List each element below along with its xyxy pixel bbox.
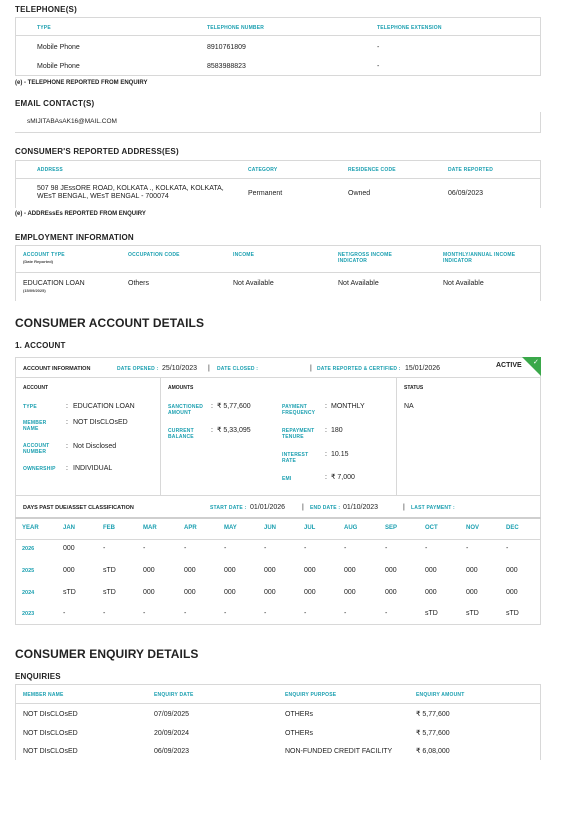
dpd-header-jun: JUN	[264, 525, 277, 531]
emi-label: EMI	[282, 476, 292, 482]
employment-header-occupation: OCCUPATION CODE	[128, 252, 180, 258]
enquiry-row-2-date: 20/09/2024	[154, 730, 190, 737]
date-opened-label: DATE OPENED :	[117, 366, 159, 372]
telephone-header-type: TYPE	[37, 25, 51, 31]
email-section-title: EMAIL CONTACT(S)	[15, 99, 95, 108]
type-value: EDUCATION LOAN	[73, 403, 135, 410]
current-balance-label: CURRENT BALANCE	[168, 428, 194, 440]
start-date-label: START DATE :	[210, 505, 247, 511]
dpd-label: DAYS PAST DUE/ASSET CLASSIFICATION	[23, 505, 134, 511]
telephone-table	[15, 17, 541, 76]
dpd-cell: sTD	[506, 610, 519, 617]
account-col-label: ACCOUNT	[23, 385, 48, 391]
current-balance-colon: :	[211, 427, 213, 434]
telephone-section-title: TELEPHONE(S)	[15, 5, 77, 14]
enquiry-row-1-purpose: OTHERs	[285, 711, 313, 718]
type-label: TYPE	[23, 404, 37, 410]
dpd-year-2024: 2024	[22, 590, 35, 596]
dpd-header-mar: MAR	[143, 525, 157, 531]
date-reported-value: 15/01/2026	[405, 365, 441, 372]
employment-header-net-gross: NET/GROSS INCOME	[338, 252, 393, 258]
dpd-cell: 000	[224, 567, 236, 574]
enquiry-details-title: CONSUMER ENQUIRY DETAILS	[15, 647, 199, 661]
dpd-cell: 000	[304, 589, 316, 596]
enquiry-row-2-member: NOT DIsCLOsED	[23, 730, 78, 737]
dpd-cell: -	[425, 545, 428, 552]
dpd-year-2026: 2026	[22, 546, 35, 552]
date-opened-value: 25/10/2023	[162, 365, 198, 372]
end-date-value: 01/10/2023	[343, 504, 379, 511]
dpd-cell: 000	[344, 567, 356, 574]
address-header-category: CATEGORY	[248, 167, 278, 173]
employment-section-title: EMPLOYMENT INFORMATION	[15, 233, 134, 242]
type-colon: :	[66, 403, 68, 410]
address-date: 06/09/2023	[448, 190, 484, 197]
separator: |	[310, 365, 312, 372]
employment-account-type: EDUCATION LOAN	[23, 280, 85, 287]
active-status-badge: ACTIVE	[496, 362, 522, 369]
dpd-header-year: YEAR	[22, 525, 39, 531]
address-header-address: ADDRESS	[37, 167, 63, 173]
employment-header-net-gross-2: INDICATOR	[338, 258, 368, 264]
payment-frequency-value: MONTHLY	[331, 403, 365, 410]
enquiry-row-3-member: NOT DIsCLOsED	[23, 748, 78, 755]
dpd-cell: -	[184, 610, 187, 617]
dpd-cell: -	[224, 610, 227, 617]
dpd-year-2025: 2025	[22, 568, 35, 574]
date-reported-label: DATE REPORTED & CERTIFIED :	[317, 366, 401, 372]
employment-header-date-reported: (Date Reported)	[23, 259, 54, 264]
address-line-1: 507 98 JEssORE ROAD, KOLKATA ., KOLKATA, KOLKATA,	[37, 185, 224, 192]
interest-rate-label: INTEREST RATE	[282, 452, 309, 464]
ownership-label: OWNERSHIP	[23, 466, 56, 472]
telephone-row-2-type: Mobile Phone	[37, 63, 80, 70]
address-note: (e) - ADDREssEs REPORTED FROM ENQUIRY	[15, 211, 146, 217]
dpd-cell: 000	[184, 567, 196, 574]
account-number-colon: :	[66, 443, 68, 450]
separator: |	[403, 504, 405, 511]
repayment-tenure-value: 180	[331, 427, 343, 434]
telephone-row-1-number: 8910761809	[207, 44, 246, 51]
dpd-header-feb: FEB	[103, 525, 115, 531]
dpd-cell: 000	[506, 589, 518, 596]
dpd-header-aug: AUG	[344, 525, 358, 531]
dpd-cell: 000	[304, 567, 316, 574]
dpd-header-nov: NOV	[466, 525, 480, 531]
dpd-cell: -	[344, 610, 347, 617]
status-value: NA	[404, 403, 414, 410]
dpd-cell: 000	[466, 589, 478, 596]
account-number-value: Not Disclosed	[73, 443, 117, 450]
enquiry-header-member: MEMBER NAME	[23, 692, 64, 698]
telephone-row-2-ext: -	[377, 63, 380, 70]
dpd-cell: -	[344, 545, 347, 552]
employment-account-date: (15/09/2025)	[23, 288, 46, 293]
repayment-tenure-colon: :	[325, 427, 327, 434]
dpd-cell: sTD	[63, 589, 76, 596]
dpd-year-2023: 2023	[22, 611, 35, 617]
member-colon: :	[66, 419, 68, 426]
amounts-col-label: AMOUNTS	[168, 385, 194, 391]
email-value: sMIJITABAsAK16@MAIL.COM	[27, 118, 117, 125]
employment-income: Not Available	[233, 280, 274, 287]
separator: |	[302, 504, 304, 511]
dpd-cell: 000	[143, 589, 155, 596]
sanctioned-label: SANCTIONED AMOUNT	[168, 404, 204, 416]
ownership-value: INDIVIDUAL	[73, 465, 113, 472]
telephone-header-number: TELEPHONE NUMBER	[207, 25, 265, 31]
employment-header-monthly: MONTHLY/ANNUAL INCOME	[443, 252, 516, 258]
enquiry-row-2-amount: ₹ 5,77,600	[416, 730, 450, 737]
dpd-cell: -	[304, 545, 307, 552]
account-card	[15, 357, 541, 625]
dpd-cell: -	[103, 545, 106, 552]
dpd-header-dec: DEC	[506, 525, 519, 531]
separator: |	[208, 365, 210, 372]
dpd-header-apr: APR	[184, 525, 197, 531]
dpd-cell: -	[143, 610, 146, 617]
check-mark: ✓	[533, 359, 539, 366]
employment-header-income: INCOME	[233, 252, 255, 258]
end-date-label: END DATE :	[310, 505, 341, 511]
dpd-cell: sTD	[103, 567, 116, 574]
enquiry-row-3-amount: ₹ 6,08,000	[416, 748, 450, 755]
dpd-header-oct: OCT	[425, 525, 438, 531]
last-payment-label: LAST PAYMENT :	[411, 505, 455, 511]
dpd-header-may: MAY	[224, 525, 237, 531]
dpd-cell: sTD	[466, 610, 479, 617]
dpd-cell: -	[385, 610, 388, 617]
account-info-label: ACCOUNT INFORMATION	[23, 366, 91, 372]
payment-frequency-label: PAYMENT FREQUENCY	[282, 404, 316, 416]
enquiry-row-2-purpose: OTHERs	[285, 730, 313, 737]
dpd-cell: 000	[63, 545, 75, 552]
address-residence: Owned	[348, 190, 371, 197]
dpd-cell: -	[466, 545, 469, 552]
sanctioned-value: ₹ 5,77,600	[217, 403, 251, 410]
address-header-residence: RESIDENCE CODE	[348, 167, 396, 173]
dpd-cell: sTD	[103, 589, 116, 596]
member-value: NOT DIsCLOsED	[73, 419, 128, 426]
telephone-row-1-type: Mobile Phone	[37, 44, 80, 51]
dpd-header-sep: SEP	[385, 525, 398, 531]
dpd-cell: 000	[425, 567, 437, 574]
enquiries-sub-title: ENQUIRIES	[15, 672, 61, 681]
telephone-row-1-ext: -	[377, 44, 380, 51]
employment-header-monthly-2: INDICATOR	[443, 258, 473, 264]
dpd-cell: -	[264, 545, 267, 552]
address-category: Permanent	[248, 190, 283, 197]
enquiry-row-3-purpose: NON-FUNDED CREDIT FACILITY	[285, 748, 393, 755]
emi-value: ₹ 7,000	[331, 474, 355, 481]
dpd-cell: 000	[385, 567, 397, 574]
dpd-cell: 000	[385, 589, 397, 596]
ownership-colon: :	[66, 465, 68, 472]
dpd-cell: sTD	[425, 610, 438, 617]
telephone-header-extension: TELEPHONE EXTENSION	[377, 25, 442, 31]
account-sub-title: 1. ACCOUNT	[15, 341, 66, 350]
sanctioned-colon: :	[211, 403, 213, 410]
address-header-date: DATE REPORTED	[448, 167, 494, 173]
start-date-value: 01/01/2026	[250, 504, 286, 511]
interest-rate-value: 10.15	[331, 451, 349, 458]
current-balance-value: ₹ 5,33,095	[217, 427, 251, 434]
dpd-cell: -	[385, 545, 388, 552]
dpd-cell: -	[184, 545, 187, 552]
emi-colon: :	[325, 474, 327, 481]
employment-occupation: Others	[128, 280, 150, 287]
dpd-header-jul: JUL	[304, 525, 316, 531]
telephone-note: (e) - TELEPHONE REPORTED FROM ENQUIRY	[15, 80, 148, 86]
dpd-cell: -	[304, 610, 307, 617]
enquiry-header-amount: ENQUIRY AMOUNT	[416, 692, 465, 698]
employment-header-account-type: ACCOUNT TYPE	[23, 252, 65, 258]
enquiry-header-purpose: ENQUIRY PURPOSE	[285, 692, 337, 698]
dpd-cell: -	[264, 610, 267, 617]
dpd-cell: 000	[63, 567, 75, 574]
employment-monthly: Not Available	[443, 280, 484, 287]
repayment-tenure-label: REPAYMENT TENURE	[282, 428, 315, 440]
dpd-cell: 000	[143, 567, 155, 574]
enquiry-header-date: ENQUIRY DATE	[154, 692, 194, 698]
date-closed-label: DATE CLOSED :	[217, 366, 259, 372]
account-number-label: ACCOUNT NUMBER	[23, 443, 50, 455]
dpd-cell: 000	[425, 589, 437, 596]
enquiry-row-1-member: NOT DIsCLOsED	[23, 711, 78, 718]
dpd-cell: 000	[506, 567, 518, 574]
dpd-cell: 000	[466, 567, 478, 574]
dpd-cell: 000	[264, 589, 276, 596]
dpd-cell: -	[63, 610, 66, 617]
dpd-cell: 000	[184, 589, 196, 596]
dpd-cell: -	[506, 545, 509, 552]
enquiry-row-1-amount: ₹ 5,77,600	[416, 711, 450, 718]
dpd-cell: 000	[224, 589, 236, 596]
status-col-label: STATUS	[404, 385, 424, 391]
dpd-cell: 000	[264, 567, 276, 574]
employment-net-gross: Not Available	[338, 280, 379, 287]
dpd-cell: -	[143, 545, 146, 552]
account-details-title: CONSUMER ACCOUNT DETAILS	[15, 316, 205, 330]
dpd-cell: -	[224, 545, 227, 552]
enquiry-row-3-date: 06/09/2023	[154, 748, 190, 755]
telephone-row-2-number: 8583988823	[207, 63, 246, 70]
dpd-header-jan: JAN	[63, 525, 76, 531]
dpd-cell: -	[103, 610, 106, 617]
payment-frequency-colon: :	[325, 403, 327, 410]
address-line-2: WEsT BENGAL, WEsT BENGAL - 700074	[37, 193, 169, 200]
address-section-title: CONSUMER'S REPORTED ADDRESS(ES)	[15, 147, 179, 156]
enquiry-row-1-date: 07/09/2025	[154, 711, 190, 718]
member-label: MEMBER NAME	[23, 420, 47, 432]
dpd-cell: 000	[344, 589, 356, 596]
interest-rate-colon: :	[325, 451, 327, 458]
